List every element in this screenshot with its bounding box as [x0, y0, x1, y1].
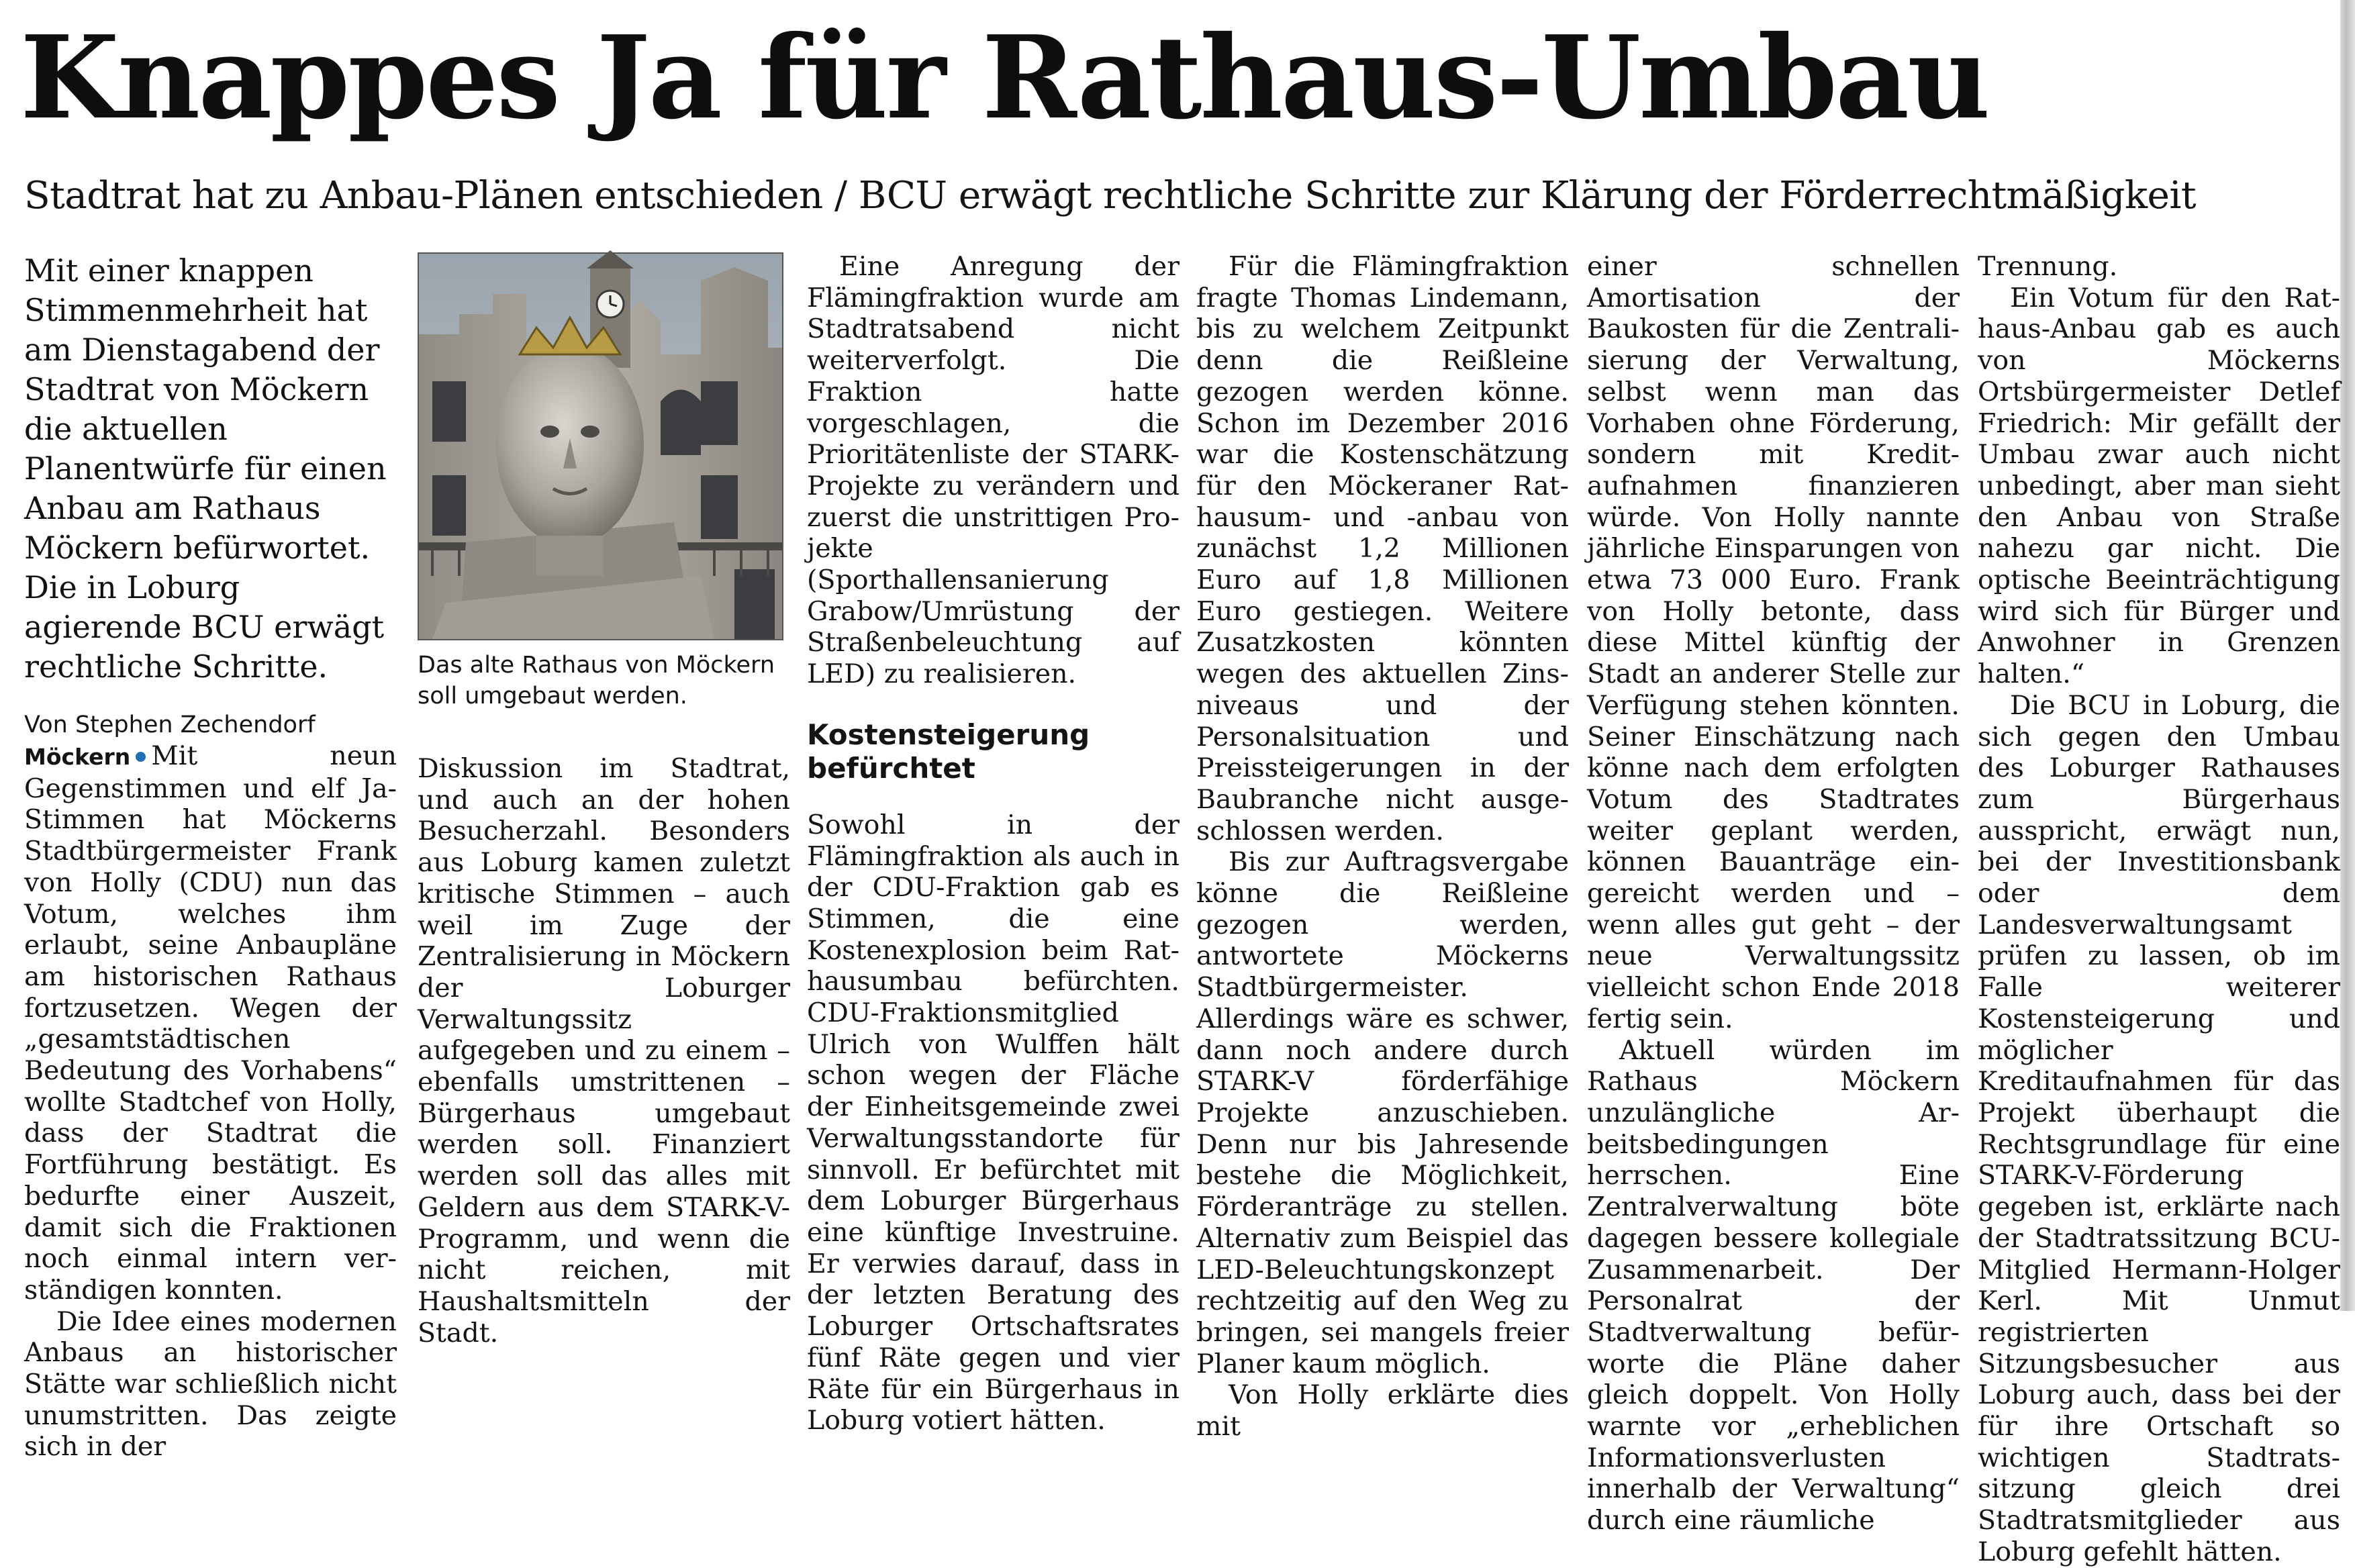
column-4 — [1196, 251, 1569, 1442]
column-3 — [807, 251, 1180, 1436]
dateline: Möckern — [24, 744, 131, 770]
lead-paragraph: Mit einer knappen Stimmenmehrheit hat am Dienstagabend der Stadtrat von Möckern die aktuellen Planentwürfe für einen Anbau am Rathaus Möckern befürwortet. Die in Loburg agierende BCU erwägt rechtliche Schritte. — [24, 252, 387, 685]
paragraph: Die Idee eines modernen Anbaus an historischer Stätte war schließlich nicht unumstritten. Das zeigte sich in der — [24, 1306, 397, 1463]
photo-caption: Das alte Rathaus von Möckern soll umgebaut werden. — [418, 652, 775, 709]
paragraph: Aktuell würden im Rathaus Möckern unzulängliche Arbeitsbedingungen herrschen. Eine Zentralverwaltung böte dagegen bessere kollegiale Zusammenarbeit. Der Personalrat der Stadtverwaltung befürworte die Pläne daher gleich doppelt. Von Holly warnte vor „erheblichen Informationsverlusten innerhalb der Verwaltung“ durch eine räumliche — [1587, 1034, 1960, 1536]
paragraph: Bis zur Auftragsvergabe könne die Reißleine gezogen werden, antwortete Möckerns Stadtbürgermeister. Allerdings wäre es schwer, dann noch andere durch STARK-V förderfähige Projekte anzuschieben. Denn nur bis Jahresende bestehe die Möglichkeit, Förderanträge zu stellen. Alternativ zum Beispiel das LED-Beleuchtungskonzept rechtzeitig auf den Weg zu bringen, sei mangels freier Planer kaum möglich. — [1196, 846, 1569, 1379]
paragraph: Eine Anregung der Flämingfraktion wurde am Stadtratsabend nicht weiterverfolgt. Die Fraktion hatte vorgeschlagen, die Prioritätenliste der STARK-Projekte zu verändern und zuerst die unstrittigen Projekte (Sporthallensanierung Grabow/Umrüstung der Straßenbeleuchtung auf LED) zu realisieren. — [807, 251, 1180, 690]
paragraph: Die BCU in Loburg, die sich gegen den Umbau des Loburger Rathauses zum Bürgerhaus ausspricht, erwägt nun, bei der Investitionsbank oder dem Landesverwaltungsamt prüfen zu lassen, ob im Falle weiterer Kostensteigerung und möglicher Kreditaufnahmen für das Projekt überhaupt die Rechtsgrundlage für eine STARK-V-Förderung gegeben ist, erklärte nach der Stadtratssitzung BCU-Mitglied Hermann-Holger Kerl. Mit Unmut registrierten Sitzungsbesucher aus Loburg auch, dass bei der für ihre Ortschaft so wichtigen Stadtratssitzung gleich drei Stadtratsmitglieder aus Loburg gefehlt hätten. — [1978, 689, 2340, 1567]
paragraph: Diskussion im Stadtrat, und auch an der hohen Besucherzahl. Besonders aus Loburg kamen zuletzt kritische Stimmen – auch weil im Zuge der Zentralisierung in Möckern der Loburger Verwaltungssitz aufgegeben und zu einem – ebenfalls umstrittenen – Bürgerhaus umgebaut werden soll. Finanziert werden soll das alles mit Geldern aus dem STARK-V-Programm, und wenn die nicht reichen, mit Haushaltsmitteln der Stadt. — [418, 753, 790, 1349]
section-subtitle: Kostensteigerung befürchtet — [807, 718, 1090, 785]
byline: Von Stephen Zechendorf — [24, 712, 316, 738]
paragraph: Von Holly erklärte dies mit — [1196, 1379, 1569, 1442]
paragraph: Ein Votum für den Rathaus-Anbau gab es auch von Möckerns Ortsbürgermeister Detlef Friedrich: Mir gefällt der Umbau zwar auch nicht unbedingt, aber man sieht den Anbau von Straße nahezu gar nicht. Die optische Beeinträchtigung wird sich für Bürger und Anwohner in Grenzen halten.“ — [1978, 282, 2340, 690]
subheadline: Stadtrat hat zu Anbau-Plänen entschieden / BCU erwägt rechtliche Schritte zur Klärung der Förderrechtmäßigkeit — [24, 174, 2196, 217]
headline: Knappes Ja für Rathaus-Umbau — [20, 11, 1988, 145]
article-photo — [418, 252, 783, 640]
dateline-dot-icon — [136, 752, 146, 762]
column-6 — [1978, 251, 2340, 1567]
paragraph: Für die Flämingfraktion fragte Thomas Lindemann, bis zu welchem Zeitpunkt denn die Reißleine gezogen werden könne. Schon im Dezember 2016 war die Kostenschätzung für den Möckeraner Rathausum- und -anbau von zunächst 1,2 Millionen Euro auf 1,8 Millionen Euro gestiegen. Weitere Zusatzkosten könnten wegen des aktuellen Zinsniveaus und der Personalsituation und Preissteigerungen in der Baubranche nicht ausgeschlossen werden. — [1196, 251, 1569, 846]
paragraph: Trennung. — [1978, 251, 2118, 282]
paragraph: einer schnellen Amortisation der Baukosten für die Zentralisierung der Verwaltung, selbst wenn man das Vorhaben ohne Förderung, sondern mit Kreditaufnahmen finanzieren würde. Von Holly nannte jährliche Einsparungen von etwa 73 000 Euro. Frank von Holly betonte, dass diese Mittel künftig der Stadt an anderer Stelle zur Verfügung stehen könnten. Seiner Einschätzung nach könne nach dem erfolgten Votum des Stadtrates weiter geplant werden, können Bauanträge eingereicht werden und – wenn alles gut geht – der neue Verwaltungssitz vielleicht schon Ende 2018 fertig sein. — [1587, 251, 1960, 1034]
paragraph: Sowohl in der Flämingfraktion als auch in der CDU-Fraktion gab es Stimmen, die eine Kostenexplosion beim Rathausumbau befürchten. CDU-Fraktionsmitglied Ulrich von Wulffen hält schon wegen der Fläche der Einheitsgemeinde zwei Verwaltungsstandorte für sinnvoll. Er befürchtet mit dem Loburger Bürgerhaus eine künftige Investruine. Er verwies darauf, dass in der letzten Beratung des Loburger Ortschaftsrates fünf Räte gegen und vier Räte für ein Bürgerhaus in Loburg votiert hätten. — [807, 809, 1180, 1436]
column-2 — [418, 251, 790, 1349]
column-5 — [1587, 251, 1960, 1536]
town-hall-statue-image — [419, 254, 782, 639]
column-1 — [24, 251, 397, 1463]
paragraph — [24, 740, 397, 1306]
page-edge — [2340, 0, 2355, 1311]
paragraph-text: Mit neun Gegenstimmen und elf Ja-Stimmen hat Möckerns Stadtbürgermeister Frank von Holly (CDU) nun das Votum, welches ihm erlaubt, seine Anbaupläne am historischen Rathaus fortzusetzen. Wegen der „gesamtstädtischen Bedeutung des Vorhabens“ wollte Stadtchef von Holly, dass der Stadtrat die Fortführung bestätigt. Es bedurfte einer Auszeit, damit sich die Fraktionen noch einmal intern verständigen konnten. — [24, 740, 397, 1306]
